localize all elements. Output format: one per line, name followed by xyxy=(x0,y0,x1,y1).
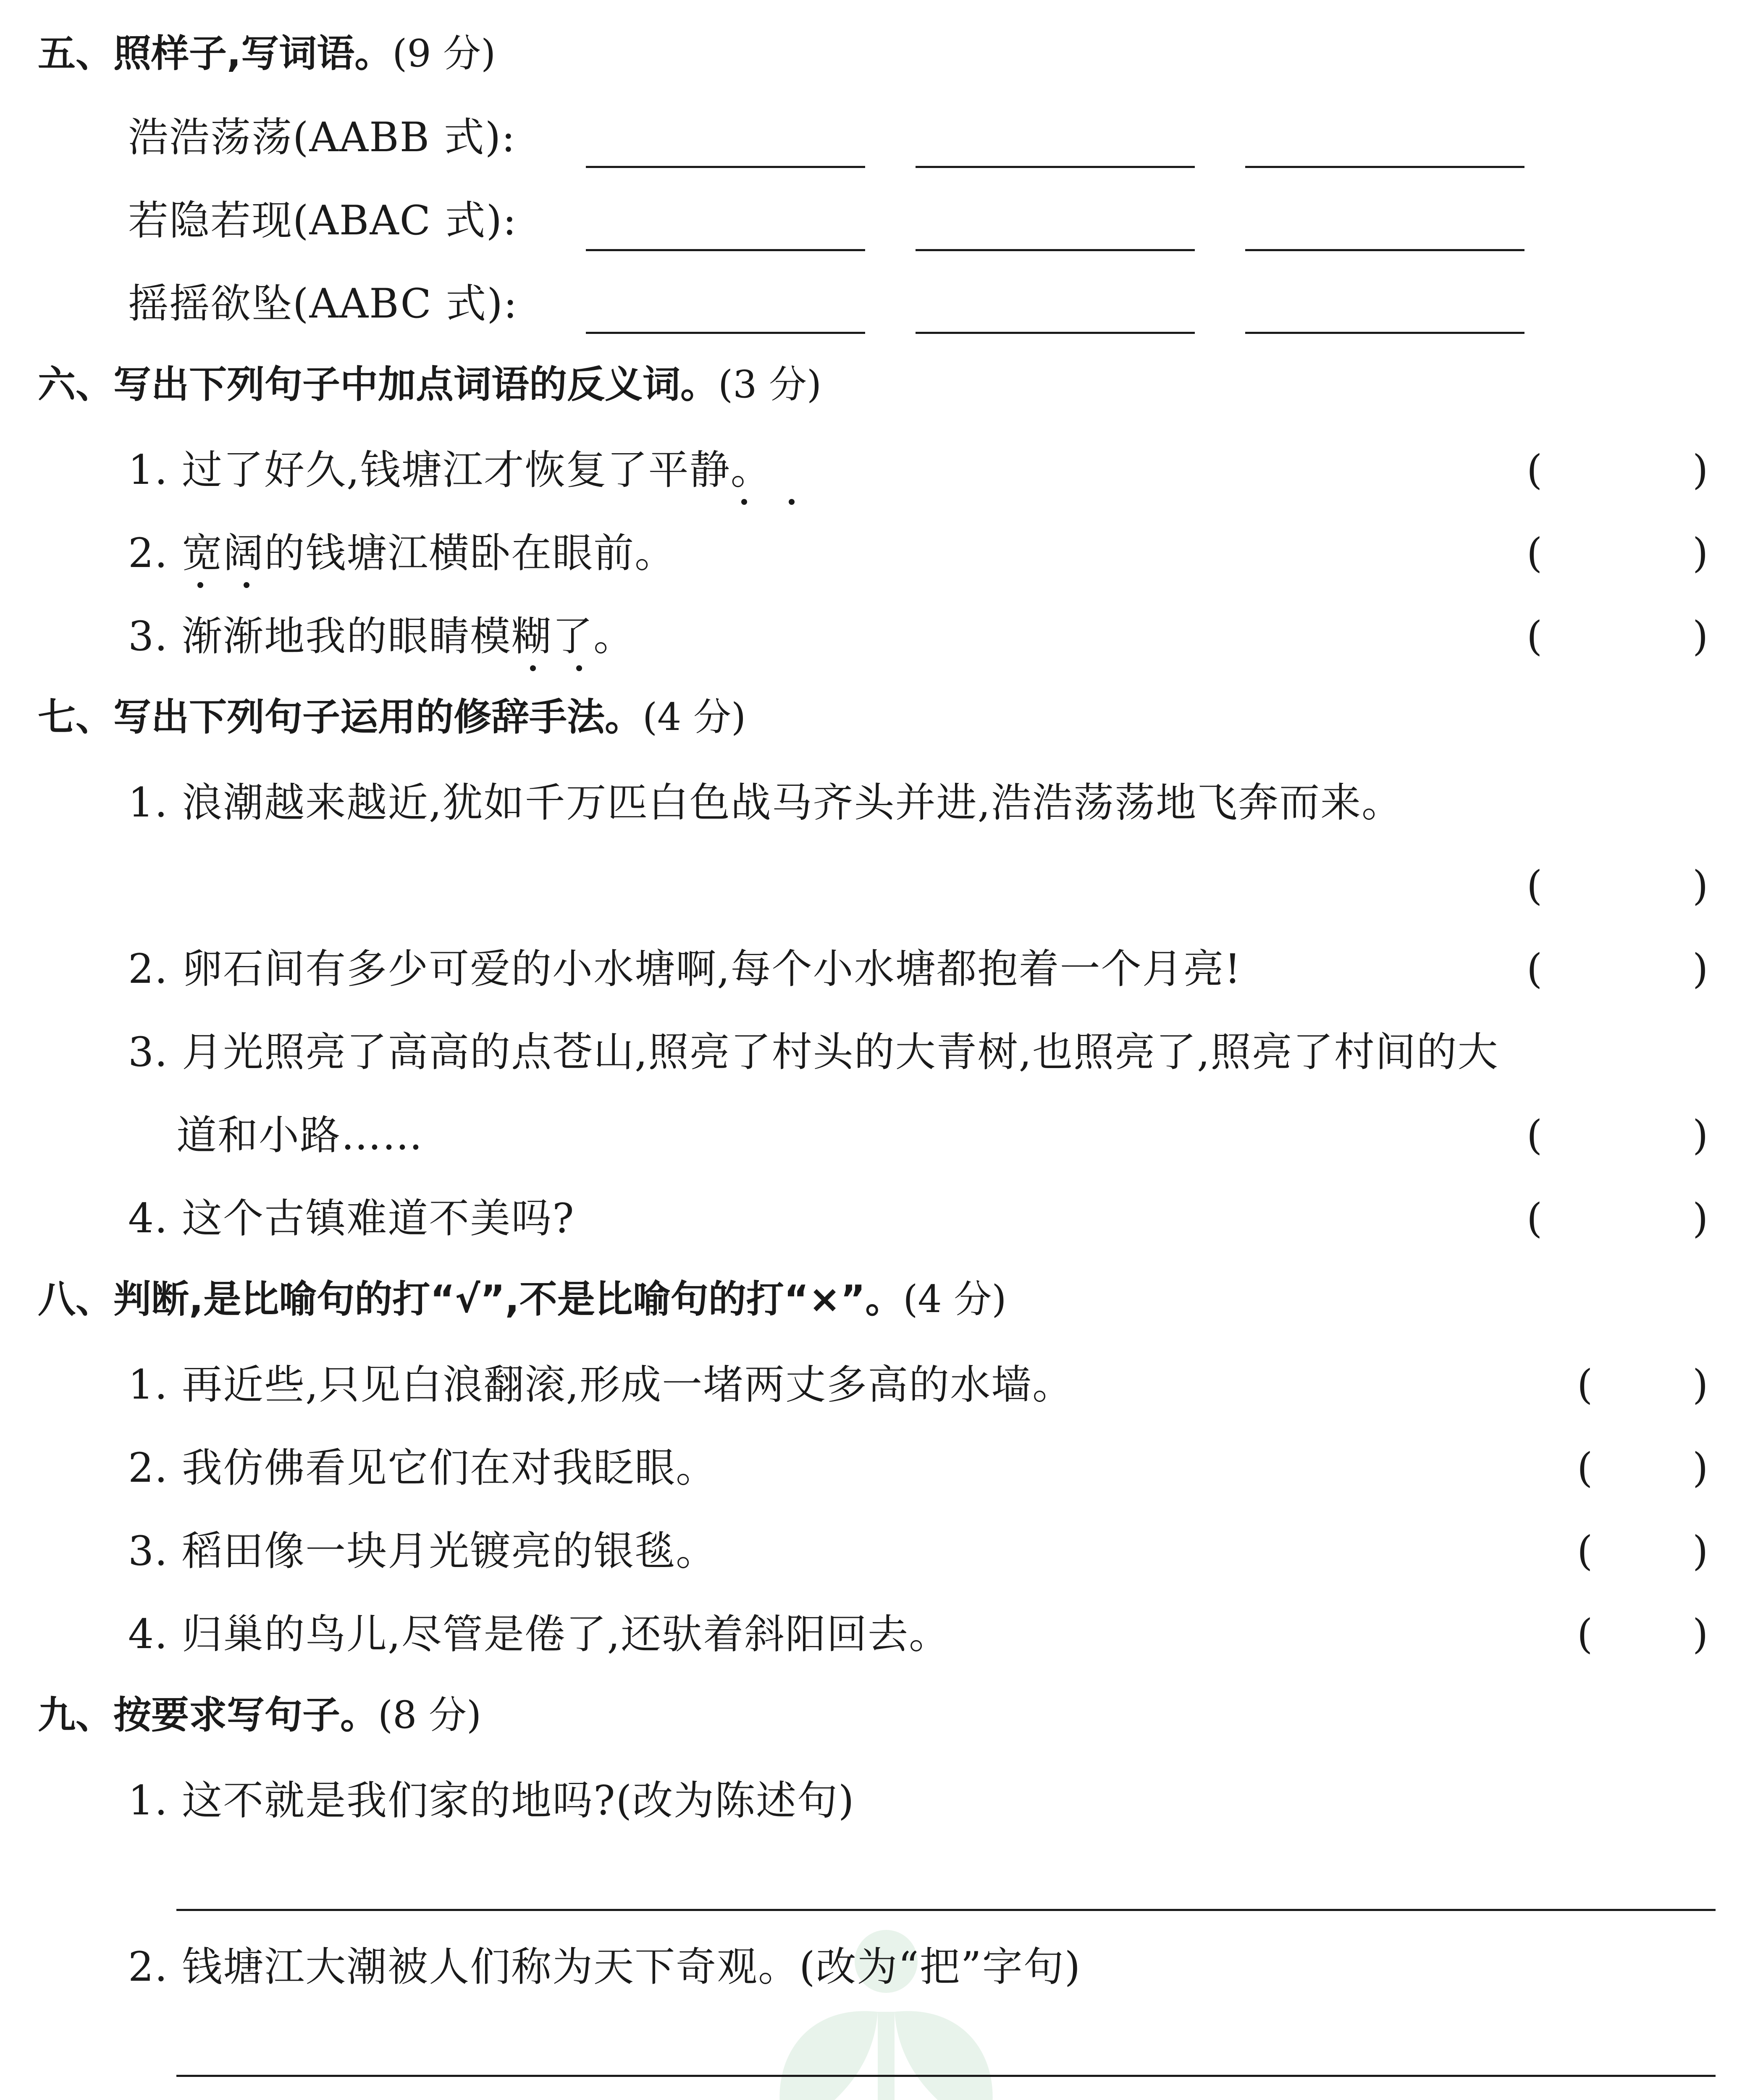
s6-item-3-answer-box[interactable] xyxy=(1554,613,1688,659)
section-5-title: 五、照样子,写词语。 xyxy=(38,32,393,76)
s6-item-3: 3. 渐渐地我的眼睛模糊了。 xyxy=(128,613,635,660)
section-8-points: (4 分) xyxy=(903,1277,1007,1321)
s8-item-3: 3. 稻田像一块月光镀亮的银毯。 xyxy=(128,1528,717,1575)
section-9-heading xyxy=(38,1694,481,1736)
s9-item-2: 2. 钱塘江大潮被人们称为天下奇观。(改为“把”字句) xyxy=(128,1943,1081,1990)
s5-item-3-blank-2[interactable] xyxy=(916,332,1195,334)
s7-item-1-paren-open: ( xyxy=(1527,862,1543,909)
s6-item-3-paren-close: ) xyxy=(1692,613,1708,660)
section-7-heading xyxy=(38,696,746,738)
s8-item-1: 1. 再近些,只见白浪翻滚,形成一堵两丈多高的水墙。 xyxy=(128,1361,1074,1408)
s7-item-4-paren-close: ) xyxy=(1692,1195,1708,1242)
s7-item-3-paren-open: ( xyxy=(1527,1112,1543,1159)
s8-item-4-answer-box[interactable] xyxy=(1604,1611,1688,1657)
section-5-heading xyxy=(38,33,496,75)
s7-item-3-answer-box[interactable] xyxy=(1554,1112,1688,1158)
s6-item-2-answer-box[interactable] xyxy=(1554,530,1688,576)
s5-item-1-blank-3[interactable] xyxy=(1245,166,1524,168)
s7-item-3: 3. 月光照亮了高高的点苍山,照亮了村头的大青树,也照亮了,照亮了村间的大 xyxy=(128,1029,1499,1076)
section-8-title: 八、判断,是比喻句的打“√”,不是比喻句的打“×”。 xyxy=(38,1277,903,1321)
s6-item-1-paren-open: ( xyxy=(1527,446,1543,494)
s9-item-1-answer-line[interactable] xyxy=(176,1909,1716,1911)
s6-item-3-paren-open: ( xyxy=(1527,613,1543,660)
s7-item-4: 4. 这个古镇难道不美吗? xyxy=(128,1195,575,1242)
s7-item-3-continued: 道和小路…… xyxy=(176,1112,423,1159)
section-5-points: (9 分) xyxy=(392,32,496,76)
emphasis-dot xyxy=(244,582,249,588)
s5-item-3-blank-1[interactable] xyxy=(586,332,865,334)
s5-item-2-label: 若隐若现(ABAC 式): xyxy=(128,197,517,244)
emphasis-dot xyxy=(197,582,203,588)
s8-item-1-paren-open: ( xyxy=(1577,1361,1593,1408)
s8-item-2-answer-box[interactable] xyxy=(1604,1445,1688,1491)
s5-item-3-label: 摇摇欲坠(AABC 式): xyxy=(128,280,518,327)
s6-item-2-paren-close: ) xyxy=(1692,530,1708,577)
s8-item-2: 2. 我仿佛看见它们在对我眨眼。 xyxy=(128,1444,717,1491)
section-7-points: (4 分) xyxy=(643,695,746,739)
s9-item-1: 1. 这不就是我们家的地吗?(改为陈述句) xyxy=(128,1777,855,1824)
emphasis-dot xyxy=(576,665,582,671)
s7-item-1: 1. 浪潮越来越近,犹如千万匹白色战马齐头并进,浩浩荡荡地飞奔而来。 xyxy=(128,779,1403,826)
section-9-title: 九、按要求写句子。 xyxy=(38,1693,378,1737)
s8-item-4-paren-close: ) xyxy=(1692,1611,1708,1658)
s5-item-2-blank-3[interactable] xyxy=(1245,249,1524,251)
s6-item-1-answer-box[interactable] xyxy=(1554,447,1688,493)
s5-item-2-blank-1[interactable] xyxy=(586,249,865,251)
s8-item-2-paren-open: ( xyxy=(1577,1444,1593,1491)
s5-item-1-blank-2[interactable] xyxy=(916,166,1195,168)
s8-item-2-paren-close: ) xyxy=(1692,1444,1708,1491)
watermark-logo xyxy=(697,1915,1075,2100)
s7-item-1-paren-close: ) xyxy=(1692,862,1708,909)
s5-item-1-blank-1[interactable] xyxy=(586,166,865,168)
s8-item-1-paren-close: ) xyxy=(1692,1361,1708,1408)
s8-item-1-answer-box[interactable] xyxy=(1604,1362,1688,1408)
section-8-heading xyxy=(38,1278,1007,1320)
s5-item-3-blank-3[interactable] xyxy=(1245,332,1524,334)
s6-item-1-paren-close: ) xyxy=(1692,446,1708,494)
emphasis-dot xyxy=(789,499,795,505)
s7-item-2-paren-close: ) xyxy=(1692,945,1708,992)
s8-item-3-paren-close: ) xyxy=(1692,1528,1708,1575)
s5-item-2-blank-2[interactable] xyxy=(916,249,1195,251)
s7-item-3-paren-close: ) xyxy=(1692,1112,1708,1159)
s7-item-1-answer-box[interactable] xyxy=(1554,863,1688,909)
section-6-points: (3 分) xyxy=(718,362,822,407)
s5-item-1-label: 浩浩荡荡(AABB 式): xyxy=(128,114,516,161)
section-7-title: 七、写出下列句子运用的修辞手法。 xyxy=(38,695,643,739)
s8-item-4-paren-open: ( xyxy=(1577,1611,1593,1658)
section-9-points: (8 分) xyxy=(378,1693,482,1737)
emphasis-dot xyxy=(741,499,747,505)
s7-item-4-answer-box[interactable] xyxy=(1554,1195,1688,1242)
leaf-icon xyxy=(697,1915,1075,2100)
s8-item-3-answer-box[interactable] xyxy=(1604,1528,1688,1574)
s8-item-4: 4. 归巢的鸟儿,尽管是倦了,还驮着斜阳回去。 xyxy=(128,1611,950,1658)
s7-item-2-paren-open: ( xyxy=(1527,945,1543,992)
s7-item-2: 2. 卵石间有多少可爱的小水塘啊,每个小水塘都抱着一个月亮! xyxy=(128,945,1242,992)
emphasis-dot xyxy=(530,665,536,671)
s9-item-2-answer-line[interactable] xyxy=(176,2075,1716,2077)
s8-item-3-paren-open: ( xyxy=(1577,1528,1593,1575)
section-6-title: 六、写出下列句子中加点词语的反义词。 xyxy=(38,362,718,407)
s6-item-2: 2. 宽阔的钱塘江横卧在眼前。 xyxy=(128,530,676,577)
s7-item-4-paren-open: ( xyxy=(1527,1195,1543,1242)
section-6-heading xyxy=(38,364,821,406)
s6-item-1: 1. 过了好久,钱塘江才恢复了平静。 xyxy=(128,446,772,494)
s7-item-2-answer-box[interactable] xyxy=(1554,946,1688,992)
s6-item-2-paren-open: ( xyxy=(1527,530,1543,577)
